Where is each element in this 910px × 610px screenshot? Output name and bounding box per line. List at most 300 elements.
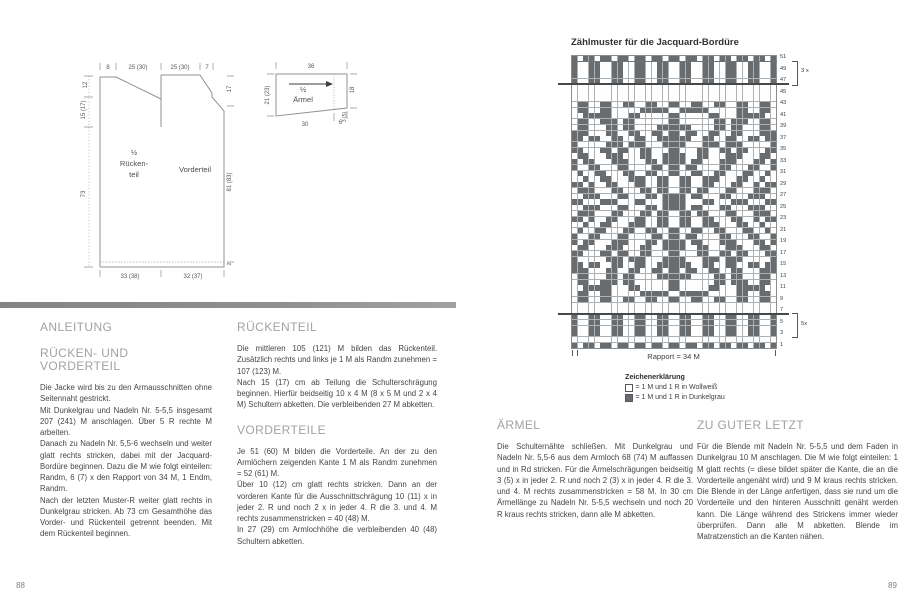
stitch-cell-dunkelgrau <box>760 211 765 216</box>
stitch-cell-dunkelgrau <box>663 240 668 245</box>
stitch-cell-wollweiss <box>714 303 719 308</box>
stitch-cell-wollweiss <box>583 165 588 170</box>
stitch-cell-dunkelgrau <box>760 188 765 193</box>
stitch-cell-wollweiss <box>765 73 770 78</box>
stitch-cell-wollweiss <box>669 90 674 95</box>
stitch-cell-wollweiss <box>743 188 748 193</box>
stitch-cell-wollweiss <box>709 234 714 239</box>
stitch-cell-dunkelgrau <box>680 257 685 262</box>
stitch-cell-wollweiss <box>754 268 759 273</box>
stitch-cell-wollweiss <box>686 199 691 204</box>
stitch-cell-wollweiss <box>743 182 748 187</box>
stitch-cell-wollweiss <box>657 194 662 199</box>
stitch-cell-wollweiss <box>720 217 725 222</box>
stitch-cell-wollweiss <box>720 211 725 216</box>
stitch-cell-wollweiss <box>652 90 657 95</box>
stitch-cell-wollweiss <box>646 85 651 90</box>
chart-row-number: 1 <box>780 341 784 348</box>
stitch-cell-dunkelgrau <box>583 280 588 285</box>
stitch-cell-wollweiss <box>720 142 725 147</box>
stitch-cell-dunkelgrau <box>680 182 685 187</box>
stitch-cell-wollweiss <box>629 343 634 348</box>
sleeve-dim-top: 36 <box>307 64 315 70</box>
stitch-cell-dunkelgrau <box>583 245 588 250</box>
stitch-cell-wollweiss <box>726 274 731 279</box>
chart-row-number: 25 <box>780 203 787 210</box>
stitch-cell-wollweiss <box>652 136 657 141</box>
stitch-cell-dunkelgrau <box>583 131 588 136</box>
stitch-cell-wollweiss <box>652 274 657 279</box>
chart-row-number: 49 <box>780 65 787 72</box>
stitch-cell-wollweiss <box>652 280 657 285</box>
stitch-cell-wollweiss <box>771 205 776 210</box>
stitch-cell-wollweiss <box>720 90 725 95</box>
stitch-cell-wollweiss <box>709 297 714 302</box>
stitch-cell-dunkelgrau <box>618 136 623 141</box>
stitch-cell-dunkelgrau <box>697 297 702 302</box>
stitch-cell-wollweiss <box>754 297 759 302</box>
stitch-cell-dunkelgrau <box>600 280 605 285</box>
body-dim-right-1: 17 <box>227 85 233 93</box>
stitch-cell-dunkelgrau <box>754 326 759 331</box>
stitch-cell-wollweiss <box>697 280 702 285</box>
stitch-cell-wollweiss <box>760 142 765 147</box>
stitch-cell-wollweiss <box>578 165 583 170</box>
stitch-cell-dunkelgrau <box>680 159 685 164</box>
stitch-cell-dunkelgrau <box>691 108 696 113</box>
stitch-cell-dunkelgrau <box>652 297 657 302</box>
stitch-cell-dunkelgrau <box>612 240 617 245</box>
stitch-cell-wollweiss <box>640 285 645 290</box>
stitch-cell-wollweiss <box>726 108 731 113</box>
stitch-cell-wollweiss <box>595 125 600 130</box>
stitch-cell-dunkelgrau <box>663 188 668 193</box>
stitch-cell-dunkelgrau <box>748 262 753 267</box>
stitch-cell-wollweiss <box>618 217 623 222</box>
stitch-cell-wollweiss <box>600 67 605 72</box>
stitch-cell-dunkelgrau <box>703 251 708 256</box>
stitch-cell-dunkelgrau <box>686 125 691 130</box>
stitch-cell-wollweiss <box>663 96 668 101</box>
back-piece-label-line3: teil <box>129 170 139 179</box>
stitch-cell-dunkelgrau <box>646 102 651 107</box>
stitch-cell-wollweiss <box>578 67 583 72</box>
stitch-cell-wollweiss <box>760 262 765 267</box>
stitch-cell-dunkelgrau <box>771 148 776 153</box>
stitch-cell-wollweiss <box>703 171 708 176</box>
stitch-cell-wollweiss <box>589 257 594 262</box>
stitch-cell-dunkelgrau <box>669 297 674 302</box>
stitch-cell-wollweiss <box>709 148 714 153</box>
stitch-cell-dunkelgrau <box>720 297 725 302</box>
stitch-cell-wollweiss <box>697 343 702 348</box>
stitch-cell-wollweiss <box>771 188 776 193</box>
stitch-cell-wollweiss <box>743 205 748 210</box>
stitch-cell-wollweiss <box>737 194 742 199</box>
stitch-cell-wollweiss <box>743 326 748 331</box>
stitch-cell-wollweiss <box>754 257 759 262</box>
stitch-cell-wollweiss <box>765 326 770 331</box>
chart-row-number: 33 <box>780 157 787 164</box>
stitch-cell-dunkelgrau <box>640 73 645 78</box>
stitch-cell-wollweiss <box>714 320 719 325</box>
stitch-cell-dunkelgrau <box>646 171 651 176</box>
stitch-cell-wollweiss <box>583 67 588 72</box>
stitch-cell-wollweiss <box>720 108 725 113</box>
body-dim-top-3: 25 (30) <box>170 65 190 71</box>
stitch-cell-wollweiss <box>652 285 657 290</box>
stitch-cell-wollweiss <box>595 159 600 164</box>
stitch-cell-dunkelgrau <box>674 262 679 267</box>
stitch-cell-dunkelgrau <box>765 136 770 141</box>
stitch-cell-wollweiss <box>691 90 696 95</box>
stitch-cell-wollweiss <box>612 285 617 290</box>
instruction-paragraph: Die Jacke wird bis zu den Armausschnitten ohne Seitennaht gestrickt. <box>40 383 212 404</box>
stitch-cell-wollweiss <box>600 182 605 187</box>
stitch-cell-dunkelgrau <box>765 102 770 107</box>
stitch-cell-wollweiss <box>606 240 611 245</box>
stitch-cell-wollweiss <box>760 67 765 72</box>
stitch-cell-dunkelgrau <box>606 343 611 348</box>
stitch-cell-wollweiss <box>623 217 628 222</box>
stitch-cell-dunkelgrau <box>743 113 748 118</box>
stitch-cell-dunkelgrau <box>578 251 583 256</box>
stitch-cell-wollweiss <box>686 245 691 250</box>
stitch-cell-wollweiss <box>640 96 645 101</box>
stitch-cell-wollweiss <box>646 96 651 101</box>
stitch-cell-wollweiss <box>680 337 685 342</box>
stitch-cell-dunkelgrau <box>731 262 736 267</box>
stitch-cell-wollweiss <box>657 205 662 210</box>
stitch-cell-dunkelgrau <box>652 240 657 245</box>
stitch-cell-wollweiss <box>714 331 719 336</box>
stitch-cell-wollweiss <box>635 85 640 90</box>
stitch-cell-dunkelgrau <box>737 280 742 285</box>
stitch-cell-wollweiss <box>743 211 748 216</box>
stitch-cell-wollweiss <box>652 176 657 181</box>
stitch-cell-wollweiss <box>663 251 668 256</box>
stitch-cell-wollweiss <box>709 85 714 90</box>
stitch-cell-dunkelgrau <box>754 188 759 193</box>
stitch-cell-dunkelgrau <box>760 280 765 285</box>
stitch-cell-wollweiss <box>646 73 651 78</box>
section-heading: RÜCKEN- UND VORDERTEIL <box>40 346 129 373</box>
stitch-cell-wollweiss <box>720 285 725 290</box>
stitch-cell-dunkelgrau <box>629 113 634 118</box>
chart-row-number: 35 <box>780 146 787 152</box>
chart-heavy-line-upper <box>558 83 789 85</box>
stitch-cell-wollweiss <box>640 240 645 245</box>
stitch-cell-dunkelgrau <box>578 297 583 302</box>
stitch-cell-dunkelgrau <box>674 251 679 256</box>
stitch-cell-wollweiss <box>652 119 657 124</box>
stitch-cell-wollweiss <box>760 199 765 204</box>
stitch-cell-wollweiss <box>765 320 770 325</box>
stitch-cell-wollweiss <box>669 73 674 78</box>
stitch-cell-dunkelgrau <box>709 331 714 336</box>
stitch-cell-dunkelgrau <box>703 331 708 336</box>
stitch-cell-wollweiss <box>754 291 759 296</box>
stitch-cell-wollweiss <box>743 125 748 130</box>
stitch-cell-wollweiss <box>640 274 645 279</box>
stitch-cell-wollweiss <box>748 199 753 204</box>
stitch-cell-wollweiss <box>657 303 662 308</box>
stitch-cell-wollweiss <box>720 73 725 78</box>
instruction-paragraph: Für die Blende mit Nadeln Nr. 5-5,5 und dem Faden in Dunkelgrau 10 M anschlagen. Die M wie folgt einteilen: 1 M glatt rechts (= diese bildet später die Kante, die an die Vorderteile angenäht wird) und 9 M kraus rechts stricken. Die Blende in der Länge anfertigen, dass sie rund um die Vorderteile und den hinteren Ausschnitt genäht werden kann. Die Länge während des Strickens immer wieder überprüfen. Dann alle M abketten. Blende im Matratzenstich an die Kanten nähen. <box>697 442 898 541</box>
stitch-cell-wollweiss <box>754 222 759 227</box>
stitch-cell-dunkelgrau <box>640 67 645 72</box>
stitch-cell-dunkelgrau <box>743 108 748 113</box>
stitch-cell-wollweiss <box>731 85 736 90</box>
stitch-cell-wollweiss <box>748 159 753 164</box>
stitch-cell-wollweiss <box>572 205 577 210</box>
stitch-cell-wollweiss <box>691 274 696 279</box>
stitch-cell-dunkelgrau <box>572 234 577 239</box>
stitch-cell-dunkelgrau <box>583 268 588 273</box>
stitch-cell-dunkelgrau <box>714 274 719 279</box>
stitch-cell-wollweiss <box>595 85 600 90</box>
stitch-cell-dunkelgrau <box>600 148 605 153</box>
stitch-cell-dunkelgrau <box>709 142 714 147</box>
stitch-cell-dunkelgrau <box>731 211 736 216</box>
stitch-cell-wollweiss <box>646 165 651 170</box>
stitch-cell-wollweiss <box>623 262 628 267</box>
stitch-cell-dunkelgrau <box>629 131 634 136</box>
stitch-cell-wollweiss <box>652 303 657 308</box>
stitch-cell-dunkelgrau <box>726 234 731 239</box>
stitch-cell-dunkelgrau <box>623 165 628 170</box>
stitch-cell-dunkelgrau <box>691 171 696 176</box>
stitch-cell-dunkelgrau <box>714 176 719 181</box>
stitch-cell-dunkelgrau <box>635 67 640 72</box>
stitch-cell-wollweiss <box>618 171 623 176</box>
stitch-cell-wollweiss <box>709 108 714 113</box>
stitch-cell-dunkelgrau <box>703 62 708 67</box>
stitch-cell-wollweiss <box>663 102 668 107</box>
stitch-cell-wollweiss <box>748 280 753 285</box>
stitch-cell-dunkelgrau <box>572 165 577 170</box>
stitch-cell-dunkelgrau <box>731 153 736 158</box>
stitch-cell-wollweiss <box>600 153 605 158</box>
stitch-cell-wollweiss <box>714 182 719 187</box>
instruction-paragraph: Die mittleren 105 (121) M bilden das Rückenteil. Zusätzlich rechts und links je 1 M als Randm zunehmen = 107 (123) M. <box>237 344 437 376</box>
stitch-cell-wollweiss <box>640 119 645 124</box>
stitch-cell-wollweiss <box>743 257 748 262</box>
stitch-cell-wollweiss <box>595 148 600 153</box>
stitch-cell-dunkelgrau <box>765 291 770 296</box>
stitch-cell-dunkelgrau <box>578 217 583 222</box>
stitch-cell-wollweiss <box>760 337 765 342</box>
stitch-cell-dunkelgrau <box>578 182 583 187</box>
stitch-cell-dunkelgrau <box>703 142 708 147</box>
stitch-cell-dunkelgrau <box>572 73 577 78</box>
stitch-cell-wollweiss <box>748 297 753 302</box>
stitch-cell-dunkelgrau <box>583 343 588 348</box>
stitch-cell-dunkelgrau <box>731 199 736 204</box>
stitch-cell-dunkelgrau <box>640 331 645 336</box>
stitch-cell-dunkelgrau <box>754 159 759 164</box>
stitch-cell-dunkelgrau <box>657 217 662 222</box>
stitch-cell-wollweiss <box>578 331 583 336</box>
stitch-cell-wollweiss <box>583 182 588 187</box>
stitch-cell-wollweiss <box>680 102 685 107</box>
stitch-cell-dunkelgrau <box>583 274 588 279</box>
stitch-cell-dunkelgrau <box>691 268 696 273</box>
stitch-cell-dunkelgrau <box>771 262 776 267</box>
stitch-cell-dunkelgrau <box>595 205 600 210</box>
stitch-cell-dunkelgrau <box>589 73 594 78</box>
stitch-cell-dunkelgrau <box>680 176 685 181</box>
stitch-cell-wollweiss <box>612 102 617 107</box>
stitch-cell-wollweiss <box>720 136 725 141</box>
stitch-cell-wollweiss <box>623 222 628 227</box>
stitch-cell-dunkelgrau <box>709 199 714 204</box>
stitch-cell-wollweiss <box>765 331 770 336</box>
stitch-cell-wollweiss <box>600 240 605 245</box>
stitch-cell-dunkelgrau <box>589 285 594 290</box>
stitch-cell-dunkelgrau <box>686 182 691 187</box>
stitch-cell-dunkelgrau <box>720 119 725 124</box>
stitch-cell-dunkelgrau <box>635 343 640 348</box>
instruction-paragraph: Danach zu Nadeln Nr. 5,5-6 wechseln und weiter glatt rechts stricken, dabei mit der Jacquard-Bordüre beginnen. Dazu die M wie folgt einteilen: Randm, 6 (7) x den Rapport von 34 M, 1 Endm, Randm. <box>40 439 212 494</box>
stitch-cell-wollweiss <box>635 159 640 164</box>
stitch-cell-dunkelgrau <box>657 62 662 67</box>
stitch-cell-dunkelgrau <box>583 113 588 118</box>
stitch-cell-dunkelgrau <box>646 240 651 245</box>
stitch-cell-dunkelgrau <box>663 194 668 199</box>
stitch-cell-dunkelgrau <box>720 274 725 279</box>
stitch-cell-wollweiss <box>595 176 600 181</box>
stitch-cell-dunkelgrau <box>646 228 651 233</box>
chart-row-number: 39 <box>780 123 787 129</box>
stitch-cell-dunkelgrau <box>754 262 759 267</box>
stitch-cell-dunkelgrau <box>572 67 577 72</box>
stitch-cell-wollweiss <box>578 326 583 331</box>
stitch-cell-dunkelgrau <box>760 285 765 290</box>
stitch-cell-wollweiss <box>771 153 776 158</box>
stitch-cell-wollweiss <box>674 73 679 78</box>
stitch-cell-dunkelgrau <box>674 228 679 233</box>
stitch-cell-dunkelgrau <box>714 125 719 130</box>
stitch-cell-wollweiss <box>771 171 776 176</box>
stitch-cell-wollweiss <box>657 240 662 245</box>
stitch-cell-wollweiss <box>635 90 640 95</box>
stitch-cell-dunkelgrau <box>623 159 628 164</box>
stitch-cell-dunkelgrau <box>657 67 662 72</box>
stitch-cell-wollweiss <box>583 148 588 153</box>
stitch-cell-wollweiss <box>691 142 696 147</box>
stitch-cell-wollweiss <box>589 85 594 90</box>
stitch-cell-wollweiss <box>640 268 645 273</box>
stitch-cell-dunkelgrau <box>720 159 725 164</box>
stitch-cell-dunkelgrau <box>657 262 662 267</box>
stitch-cell-wollweiss <box>618 199 623 204</box>
stitch-cell-dunkelgrau <box>669 102 674 107</box>
stitch-cell-dunkelgrau <box>606 274 611 279</box>
stitch-cell-dunkelgrau <box>726 262 731 267</box>
stitch-cell-wollweiss <box>663 85 668 90</box>
stitch-cell-dunkelgrau <box>618 148 623 153</box>
stitch-cell-dunkelgrau <box>765 148 770 153</box>
stitch-cell-wollweiss <box>720 257 725 262</box>
stitch-cell-wollweiss <box>709 280 714 285</box>
legend-title: Zeichenerklärung <box>625 372 685 381</box>
stitch-cell-wollweiss <box>657 280 662 285</box>
stitch-cell-dunkelgrau <box>669 153 674 158</box>
stitch-cell-dunkelgrau <box>720 251 725 256</box>
stitch-cell-wollweiss <box>674 90 679 95</box>
stitch-cell-dunkelgrau <box>760 153 765 158</box>
stitch-cell-dunkelgrau <box>595 320 600 325</box>
stitch-cell-wollweiss <box>720 188 725 193</box>
stitch-cell-dunkelgrau <box>765 228 770 233</box>
stitch-cell-dunkelgrau <box>618 194 623 199</box>
stitch-cell-wollweiss <box>691 251 696 256</box>
stitch-cell-wollweiss <box>589 96 594 101</box>
stitch-cell-wollweiss <box>618 303 623 308</box>
stitch-cell-wollweiss <box>748 131 753 136</box>
stitch-cell-dunkelgrau <box>635 262 640 267</box>
stitch-cell-wollweiss <box>754 96 759 101</box>
section-heading: ANLEITUNG <box>40 320 113 334</box>
stitch-cell-dunkelgrau <box>760 194 765 199</box>
stitch-cell-wollweiss <box>771 280 776 285</box>
stitch-cell-dunkelgrau <box>731 257 736 262</box>
stitch-cell-wollweiss <box>589 303 594 308</box>
stitch-cell-dunkelgrau <box>703 148 708 153</box>
stitch-cell-dunkelgrau <box>720 343 725 348</box>
body-right-ticks <box>227 76 234 262</box>
stitch-cell-dunkelgrau <box>589 113 594 118</box>
stitch-cell-wollweiss <box>606 337 611 342</box>
stitch-cell-wollweiss <box>691 280 696 285</box>
stitch-cell-wollweiss <box>600 159 605 164</box>
stitch-cell-wollweiss <box>652 113 657 118</box>
stitch-cell-wollweiss <box>578 96 583 101</box>
section-heading: VORDERTEILE <box>237 422 326 437</box>
stitch-cell-dunkelgrau <box>612 217 617 222</box>
stitch-cell-wollweiss <box>726 171 731 176</box>
stitch-cell-wollweiss <box>709 211 714 216</box>
stitch-cell-wollweiss <box>737 320 742 325</box>
stitch-cell-dunkelgrau <box>578 280 583 285</box>
stitch-cell-wollweiss <box>691 125 696 130</box>
instructions-column-3 <box>497 419 693 520</box>
stitch-cell-wollweiss <box>629 199 634 204</box>
stitch-cell-wollweiss <box>578 303 583 308</box>
stitch-cell-wollweiss <box>748 148 753 153</box>
stitch-cell-wollweiss <box>691 188 696 193</box>
stitch-cell-wollweiss <box>674 291 679 296</box>
stitch-cell-wollweiss <box>697 125 702 130</box>
stitch-cell-wollweiss <box>600 320 605 325</box>
stitch-cell-dunkelgrau <box>691 165 696 170</box>
stitch-cell-wollweiss <box>583 96 588 101</box>
stitch-cell-wollweiss <box>606 228 611 233</box>
stitch-cell-wollweiss <box>686 153 691 158</box>
stitch-cell-wollweiss <box>595 102 600 107</box>
stitch-cell-wollweiss <box>646 331 651 336</box>
stitch-cell-wollweiss <box>686 102 691 107</box>
stitch-cell-dunkelgrau <box>726 211 731 216</box>
stitch-cell-dunkelgrau <box>714 297 719 302</box>
stitch-cell-dunkelgrau <box>691 297 696 302</box>
stitch-cell-dunkelgrau <box>714 113 719 118</box>
stitch-cell-wollweiss <box>731 222 736 227</box>
stitch-cell-dunkelgrau <box>674 125 679 130</box>
stitch-cell-dunkelgrau <box>720 280 725 285</box>
stitch-cell-dunkelgrau <box>635 113 640 118</box>
